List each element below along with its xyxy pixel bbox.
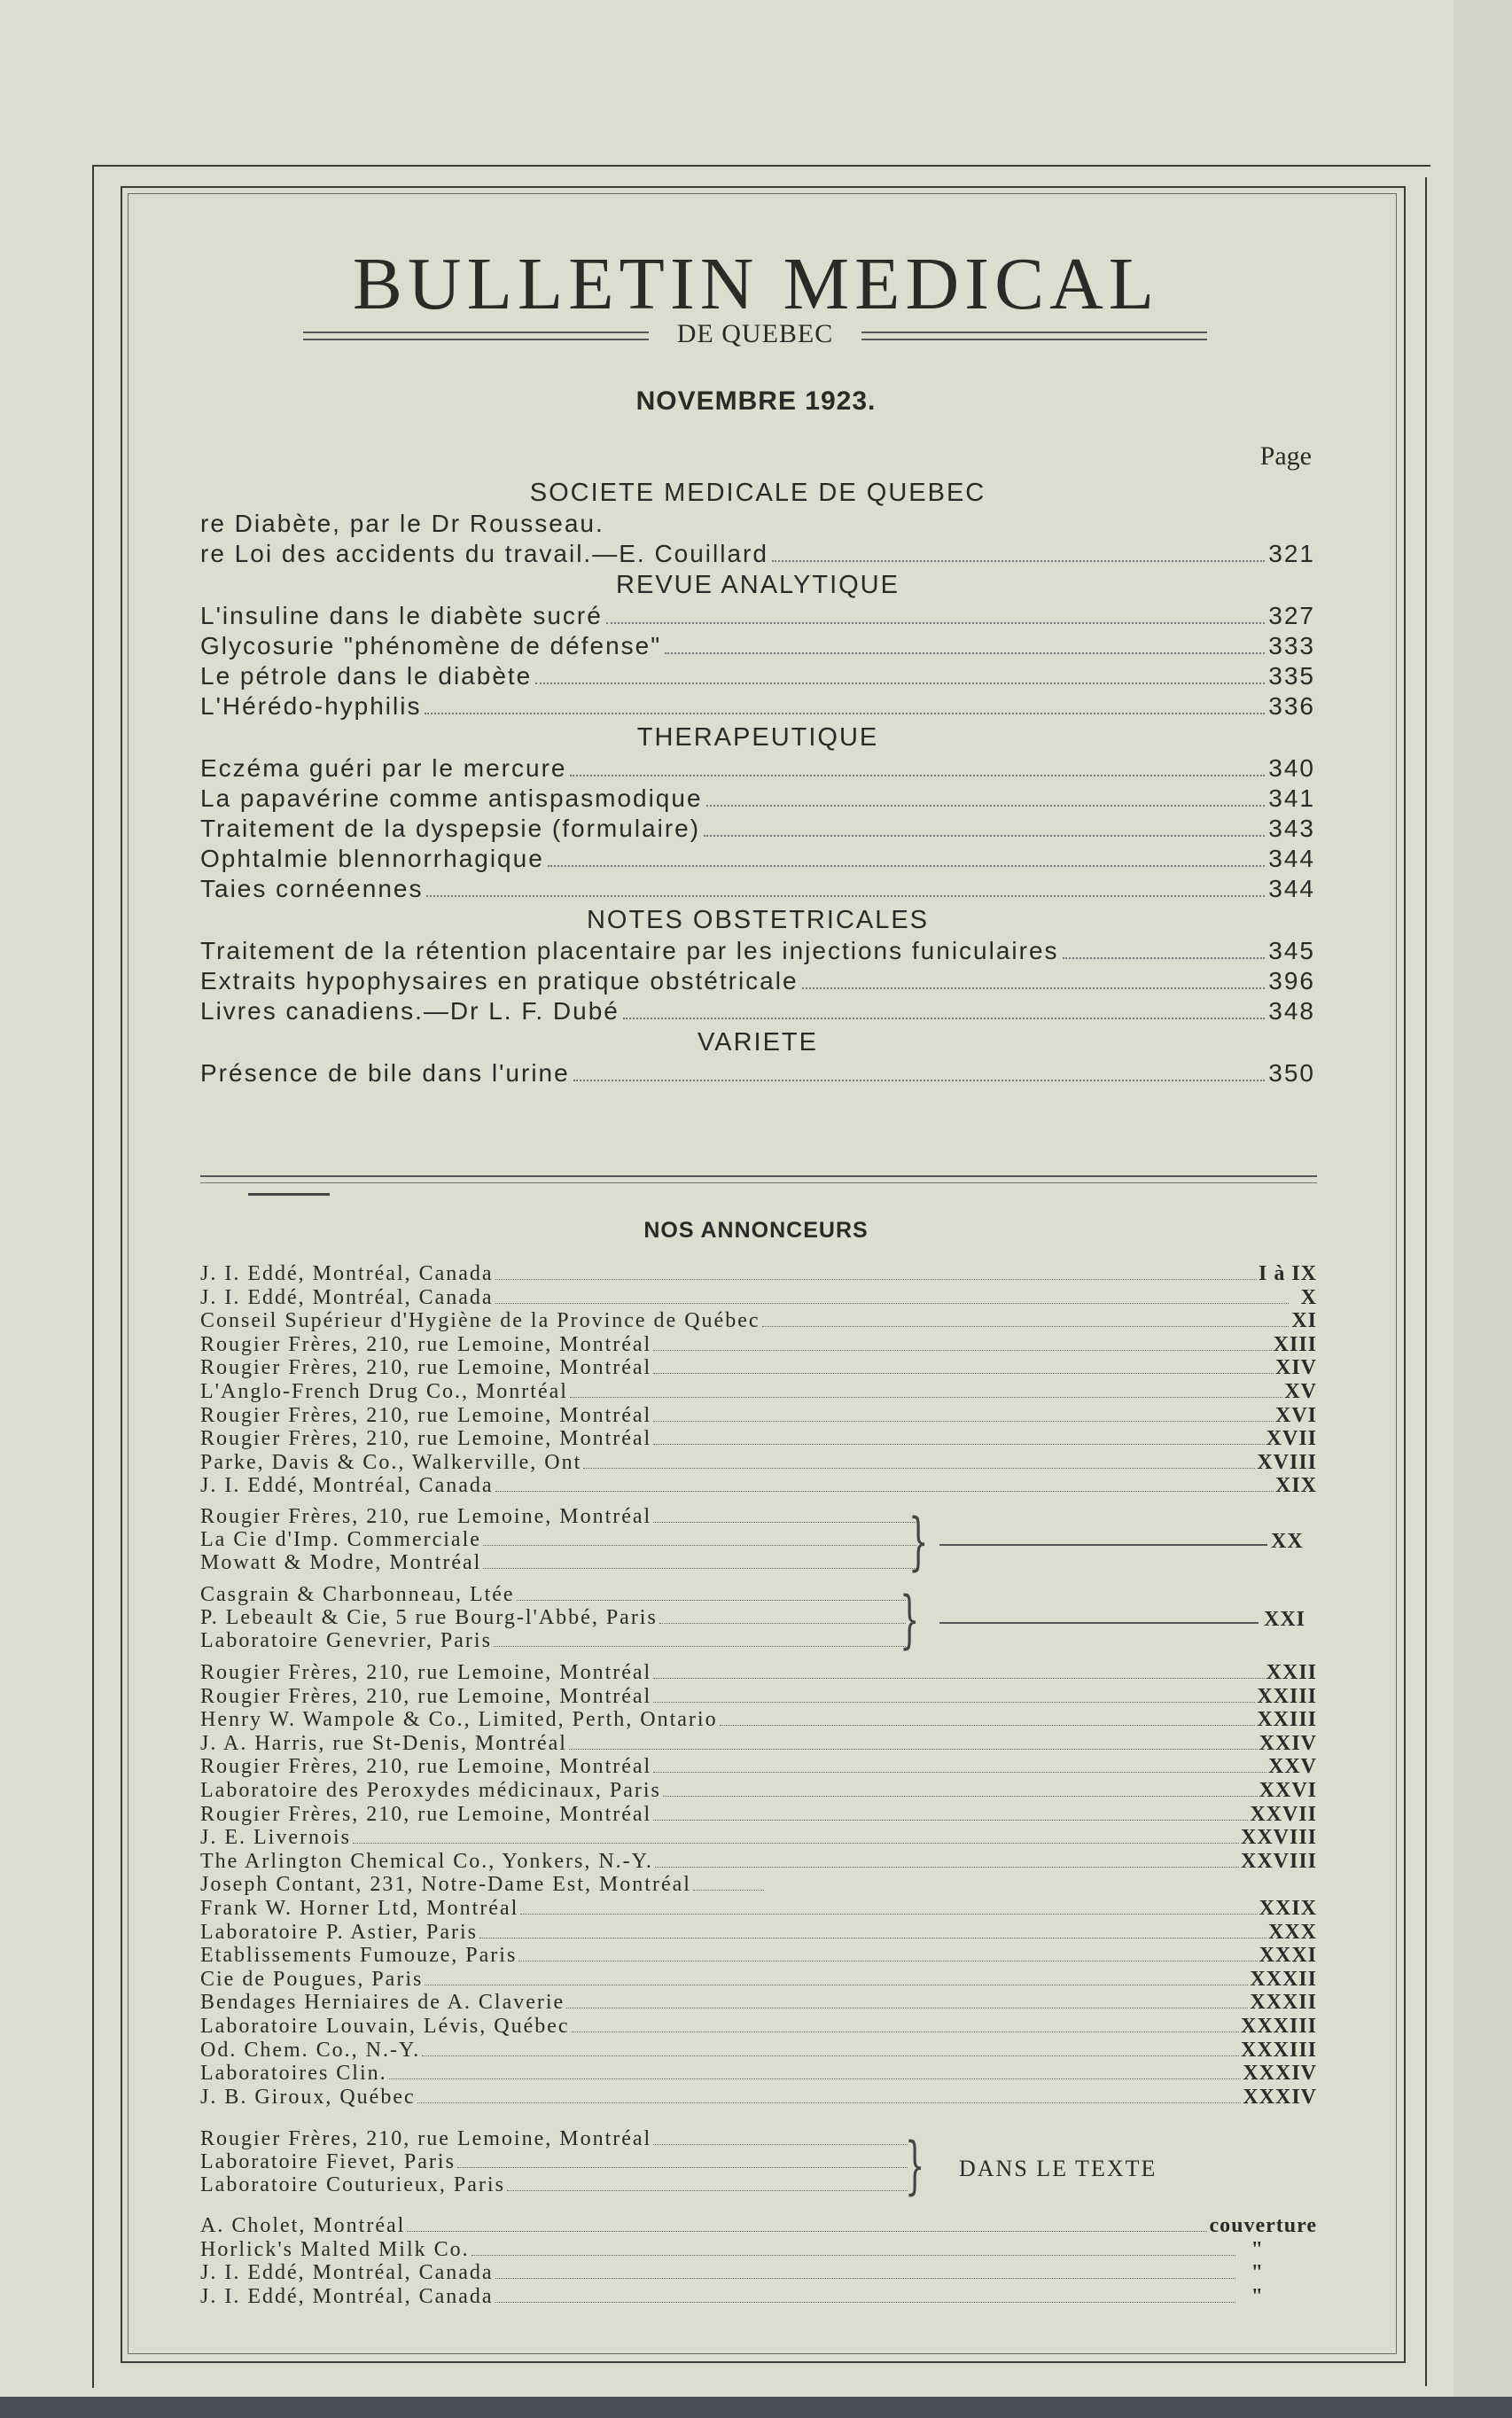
advertiser-name: J. I. Eddé, Montréal, Canada <box>200 1262 494 1285</box>
advertiser-name: Horlick's Malted Milk Co. <box>200 2237 470 2261</box>
leader-dots <box>518 1961 1257 1962</box>
toc-entry-text: L'insuline dans le diabète sucré <box>200 602 603 629</box>
toc-entry-page: 341 <box>1268 784 1315 812</box>
leader-dots <box>573 1080 1266 1081</box>
adjacent-page-edge <box>1454 0 1512 2418</box>
toc-entry <box>200 661 1315 691</box>
group-leader-line <box>939 1622 1259 1624</box>
leader-dots <box>548 865 1266 867</box>
advertiser-name: J. A. Harris, rue St-Denis, Montréal <box>200 1731 567 1755</box>
toc-entry <box>200 753 1315 784</box>
advertiser-group-xx <box>200 1505 918 1574</box>
advertiser-row <box>200 1404 1317 1428</box>
masthead-subtitle: DE QUEBEC <box>676 319 834 348</box>
toc-entry-text: Glycosurie "phénomène de défense" <box>200 632 662 659</box>
advertisers-heading: NOS ANNONCEURS <box>643 1218 869 1243</box>
masthead-title: BULLETIN MEDICAL <box>352 243 1160 325</box>
toc-entry-text: La papavérine comme antispasmodique <box>200 784 703 812</box>
advertiser-name: Frank W. Horner Ltd, Montréal <box>200 1896 519 1920</box>
toc-entry-text: re Loi des accidents du travail.—E. Couillard <box>200 540 768 567</box>
toc-entry <box>200 539 1315 569</box>
leader-dots <box>494 1646 906 1647</box>
leader-dots <box>653 1772 1266 1773</box>
brace: } <box>900 1583 920 1656</box>
advertiser-page: XXXIII <box>1240 2038 1317 2062</box>
advertiser-row <box>200 1356 1317 1380</box>
advertiser-row <box>200 2086 1317 2110</box>
advertiser-page: couverture <box>1209 2214 1317 2237</box>
toc-entry <box>200 996 1315 1026</box>
toc-entry-page: 327 <box>1268 602 1315 629</box>
toc-entry-page: 335 <box>1268 662 1315 690</box>
advertiser-page: XXXII <box>1250 1991 1317 2015</box>
advertiser-row <box>200 1262 1317 1286</box>
leader-dots <box>659 1623 906 1624</box>
advertiser-page: I à IX <box>1258 1262 1317 1285</box>
leader-dots <box>653 1820 1248 1821</box>
advertiser-name: J. I. Eddé, Montréal, Canada <box>200 1285 494 1309</box>
advertiser-row <box>200 2261 1317 2285</box>
toc-entry-page: 344 <box>1268 845 1315 872</box>
advertiser-page: XIV <box>1274 1356 1317 1380</box>
advertiser-name: A. Cholet, Montréal <box>200 2214 406 2237</box>
leader-dots <box>720 1725 1256 1726</box>
leader-dots <box>417 2102 1242 2103</box>
advertiser-page: XXVII <box>1250 1802 1317 1826</box>
advertiser-name: Etablissements Fumouze, Paris <box>200 1944 518 1968</box>
advertiser-row <box>200 1380 1317 1404</box>
advertiser-page: XXVI <box>1259 1778 1317 1802</box>
advertiser-row <box>200 1474 1317 1498</box>
advertiser-row <box>200 1629 908 1652</box>
toc-entry <box>200 784 1315 814</box>
leader-dots <box>653 1702 1255 1703</box>
leader-dots <box>457 2167 908 2168</box>
page-column-label: Page <box>1259 441 1312 471</box>
leader-dots <box>535 682 1265 684</box>
advertiser-row <box>200 1309 1317 1333</box>
advertiser-page: XXIV <box>1259 1731 1317 1755</box>
advertiser-row <box>200 1944 1317 1968</box>
advertiser-row <box>200 2285 1317 2309</box>
advertiser-page: XXVIII <box>1240 1849 1317 1873</box>
toc-entry-text: Présence de bile dans l'urine <box>200 1059 570 1087</box>
toc-entry-page: 336 <box>1268 692 1315 720</box>
advertiser-page: XXII <box>1266 1661 1317 1684</box>
advertiser-page: XX <box>1271 1530 1304 1553</box>
advertiser-page: XXIII <box>1257 1708 1317 1732</box>
leader-dots <box>663 1796 1258 1797</box>
advertiser-row <box>200 1779 1317 1803</box>
advertiser-row <box>200 1427 1317 1451</box>
toc-entry-page: 333 <box>1268 632 1315 659</box>
advertiser-name: P. Lebeault & Cie, 5 rue Bourg-l'Abbé, Paris <box>200 1606 658 1629</box>
advertiser-name: J. I. Eddé, Montréal, Canada <box>200 2261 494 2285</box>
advertiser-page: XXXIV <box>1243 2062 1317 2086</box>
leader-dots <box>653 1373 1274 1374</box>
advertiser-name: Rougier Frères, 210, rue Lemoine, Montréal <box>200 2127 652 2150</box>
advertiser-row <box>200 1551 918 1574</box>
advertiser-row <box>200 1803 1317 1827</box>
leader-dots <box>665 652 1265 654</box>
advertiser-name: J. B. Giroux, Québec <box>200 2085 416 2109</box>
advertiser-name: Rougier Frères, 210, rue Lemoine, Montréal <box>200 1802 652 1826</box>
leader-dots <box>495 2302 1235 2303</box>
advertiser-row <box>200 2238 1317 2262</box>
advertiser-page: XXXIV <box>1243 2085 1317 2109</box>
leader-dots <box>704 835 1265 837</box>
advertiser-name: Rougier Frères, 210, rue Lemoine, Montréal <box>200 1332 652 1356</box>
toc-entry-page: 348 <box>1268 997 1315 1025</box>
leader-dots <box>1063 957 1266 959</box>
toc-entry-text: Livres canadiens.—Dr L. F. Dubé <box>200 997 620 1025</box>
advertiser-name: Rougier Frères, 210, rue Lemoine, Montréal <box>200 1755 652 1779</box>
leader-dots <box>353 1843 1239 1844</box>
toc-entry-page: 345 <box>1268 937 1315 964</box>
advertiser-page: XVI <box>1274 1403 1317 1427</box>
leader-dots <box>517 1600 906 1601</box>
toc-entry <box>200 691 1315 722</box>
toc-entry-text: L'Hérédo-hyphilis <box>200 692 422 720</box>
leader-dots <box>653 1421 1274 1422</box>
advertisers-list-1 <box>200 1262 1317 1498</box>
advertiser-group-xxi <box>200 1583 908 1652</box>
toc-entry-text: Traitement de la rétention placentaire par les injections funiculaires <box>200 937 1059 964</box>
advertiser-row <box>200 1873 1317 1897</box>
toc-entry <box>200 966 1315 996</box>
brace: } <box>905 2129 925 2202</box>
toc-section-title: REVUE ANALYTIQUE <box>616 571 900 599</box>
toc-section-title: VARIETE <box>698 1028 818 1057</box>
group-leader-line <box>939 1544 1267 1546</box>
advertisers-list-3 <box>200 2214 1317 2308</box>
advertiser-page: XXX <box>1268 1920 1317 1944</box>
outer-frame-right <box>1425 177 1427 2386</box>
toc-entry <box>200 1058 1315 1088</box>
leader-dots <box>569 1749 1258 1750</box>
advertiser-page: XXXI <box>1259 1944 1317 1968</box>
toc-entry-text: Taies cornéennes <box>200 875 424 902</box>
advertiser-page: XXXIII <box>1240 2014 1317 2038</box>
toc-entry <box>200 509 1315 539</box>
advertiser-name: Laboratoires Clin. <box>200 2062 387 2086</box>
advertiser-page: " <box>1251 2237 1264 2261</box>
leader-dots <box>653 1678 1264 1679</box>
toc-entry <box>200 936 1315 966</box>
advertiser-name: J. I. Eddé, Montréal, Canada <box>200 1474 494 1498</box>
leader-dots <box>570 775 1265 776</box>
advertiser-name: Laboratoire Couturieux, Paris <box>200 2173 505 2196</box>
leader-dots <box>495 1279 1257 1280</box>
leader-dots <box>483 1545 916 1546</box>
leader-dots <box>507 2190 908 2191</box>
toc-entry-page: 340 <box>1268 754 1315 782</box>
issue-date: NOVEMBRE 1923. <box>635 386 877 416</box>
leader-dots <box>653 1522 916 1523</box>
leader-dots <box>422 2055 1239 2056</box>
advertiser-name: Od. Chem. Co., N.-Y. <box>200 2038 421 2062</box>
toc-entry <box>200 631 1315 661</box>
advertiser-name: J. E. Livernois <box>200 1826 351 1850</box>
advertiser-row <box>200 1661 1317 1685</box>
leader-dots <box>495 2278 1235 2279</box>
advertiser-row <box>200 1528 918 1551</box>
advertiser-page: XV <box>1284 1379 1317 1403</box>
advertiser-row <box>200 1755 1317 1779</box>
toc-entry-text: Ophtalmie blennorrhagique <box>200 845 544 872</box>
advertiser-page: XVII <box>1266 1427 1317 1451</box>
advertiser-row <box>200 2173 909 2196</box>
toc-entry <box>200 874 1315 904</box>
advertiser-name: Rougier Frères, 210, rue Lemoine, Montréal <box>200 1661 652 1684</box>
toc-entry <box>200 844 1315 874</box>
toc-entry <box>200 601 1315 631</box>
leader-dots <box>655 1867 1239 1868</box>
advertiser-page: " <box>1251 2284 1264 2308</box>
toc-entry-page: 396 <box>1268 967 1315 994</box>
advertiser-page: XXIX <box>1259 1896 1317 1920</box>
advertiser-name: Cie de Pougues, Paris <box>200 1967 424 1991</box>
section-divider-thin <box>200 1182 1317 1183</box>
short-rule <box>248 1193 330 1196</box>
advertiser-name: Rougier Frères, 210, rue Lemoine, Montréal <box>200 1427 652 1451</box>
leader-dots <box>495 1303 1289 1304</box>
toc-section-title: NOTES OBSTETRICALES <box>586 906 930 934</box>
advertisers-list-2 <box>200 1661 1317 2109</box>
advertiser-row <box>200 1708 1317 1732</box>
advertiser-name: Rougier Frères, 210, rue Lemoine, Montréal <box>200 1684 652 1708</box>
advertiser-row <box>200 2062 1317 2086</box>
toc-entry-page: 350 <box>1268 1059 1315 1087</box>
advertiser-name: Joseph Contant, 231, Notre-Dame Est, Montréal <box>200 1873 691 1897</box>
advertiser-row <box>200 1921 1317 1945</box>
advertiser-row <box>200 1505 918 1528</box>
advertiser-row <box>200 1850 1317 1874</box>
advertiser-group-texte <box>200 2127 909 2196</box>
leader-dots <box>762 1326 1290 1327</box>
leader-dots <box>520 1914 1257 1915</box>
advertiser-row <box>200 2039 1317 2063</box>
advertiser-row <box>200 1826 1317 1850</box>
toc-entry-page: 343 <box>1268 815 1315 842</box>
double-rule-right <box>861 332 1207 340</box>
advertiser-page: XI <box>1291 1309 1317 1333</box>
leader-dots <box>495 1491 1274 1492</box>
advertiser-row <box>200 1583 908 1606</box>
advertiser-page: XIX <box>1274 1474 1317 1498</box>
toc-entry-text: re Diabète, par le Dr Rousseau. <box>200 510 604 537</box>
advertiser-name: Rougier Frères, 210, rue Lemoine, Montréal <box>200 1505 652 1528</box>
advertiser-page: " <box>1251 2261 1264 2285</box>
leader-dots <box>407 2231 1207 2232</box>
advertiser-row <box>200 1897 1317 1921</box>
toc-entry-page: 344 <box>1268 875 1315 902</box>
advertiser-row <box>200 2127 909 2150</box>
leader-dots <box>706 805 1266 807</box>
advertiser-name: Laboratoire des Peroxydes médicinaux, Paris <box>200 1778 661 1802</box>
brace: } <box>908 1505 929 1578</box>
leader-dots <box>425 713 1265 714</box>
section-divider <box>200 1175 1317 1177</box>
leader-dots <box>472 2255 1235 2256</box>
advertiser-row <box>200 1685 1317 1709</box>
advertiser-name: Conseil Supérieur d'Hygiène de la Province de Québec <box>200 1309 760 1333</box>
toc-entry-text: Extraits hypophysaires en pratique obstétricale <box>200 967 799 994</box>
advertiser-row <box>200 1606 908 1629</box>
toc-section-title: SOCIETE MEDICALE DE QUEBEC <box>529 479 986 507</box>
advertiser-row <box>200 2150 909 2173</box>
advertiser-row <box>200 1333 1317 1357</box>
leader-dots <box>772 560 1265 562</box>
leader-dots <box>483 1568 916 1569</box>
advertiser-name: Laboratoire P. Astier, Paris <box>200 1920 478 1944</box>
leader-dots <box>570 1397 1282 1398</box>
advertiser-page: XXI <box>1264 1608 1306 1631</box>
advertiser-page: XXXII <box>1250 1967 1317 1991</box>
toc-entry <box>200 814 1315 844</box>
leader-dots <box>653 1350 1271 1351</box>
scan-bottom-strip <box>0 2397 1512 2418</box>
advertiser-name: Laboratoire Louvain, Lévis, Québec <box>200 2014 570 2038</box>
advertiser-name: Laboratoire Fievet, Paris <box>200 2150 456 2173</box>
advertiser-page: XIII <box>1273 1332 1317 1356</box>
advertiser-page: XXV <box>1268 1755 1317 1779</box>
leader-dots <box>606 622 1265 624</box>
advertiser-name: Mowatt & Modre, Montréal <box>200 1551 482 1574</box>
advertiser-name: La Cie d'Imp. Commerciale <box>200 1528 481 1551</box>
advertiser-page: XVIII <box>1257 1450 1317 1474</box>
advertiser-row <box>200 1286 1317 1310</box>
advertiser-name: Bendages Herniaires de A. Claverie <box>200 1991 565 2015</box>
toc-entry-page: 321 <box>1268 540 1315 567</box>
toc-section-title: THERAPEUTIQUE <box>636 723 879 752</box>
advertiser-name: Parke, Davis & Co., Walkerville, Ont <box>200 1450 582 1474</box>
toc-entry-text: Le pétrole dans le diabète <box>200 662 533 690</box>
leader-dots <box>426 895 1265 897</box>
masthead-subtitle-row <box>303 319 1207 355</box>
leader-dots <box>802 987 1266 989</box>
advertiser-row <box>200 1732 1317 1756</box>
leader-dots <box>623 1018 1265 1019</box>
advertiser-page: XXIII <box>1257 1684 1317 1708</box>
advertiser-row <box>200 2015 1317 2039</box>
advertiser-page: X <box>1300 1285 1317 1309</box>
advertiser-name: The Arlington Chemical Co., Yonkers, N.-Y. <box>200 1849 653 1873</box>
advertiser-name: J. I. Eddé, Montréal, Canada <box>200 2284 494 2308</box>
advertiser-row <box>200 1968 1317 1992</box>
advertiser-page: XXVIII <box>1240 1826 1317 1850</box>
in-text-label: DANS LE TEXTE <box>959 2156 1157 2181</box>
advertiser-name: Rougier Frères, 210, rue Lemoine, Montréal <box>200 1356 652 1380</box>
advertiser-name: Henry W. Wampole & Co., Limited, Perth, Ontario <box>200 1708 718 1732</box>
toc-entry-text: Eczéma guéri par le mercure <box>200 754 567 782</box>
advertiser-name: Rougier Frères, 210, rue Lemoine, Montréal <box>200 1403 652 1427</box>
advertiser-row <box>200 2214 1317 2238</box>
toc-entry-text: Traitement de la dyspepsie (formulaire) <box>200 815 701 842</box>
advertiser-row <box>200 1451 1317 1475</box>
advertiser-name: Casgrain & Charbonneau, Ltée <box>200 1583 515 1606</box>
leader-dots <box>653 2144 908 2145</box>
leader-dots <box>693 1890 764 1891</box>
advertiser-name: L'Anglo-French Drug Co., Monrtéal <box>200 1379 568 1403</box>
table-of-contents <box>200 477 1315 1088</box>
advertiser-name: Laboratoire Genevrier, Paris <box>200 1629 492 1652</box>
advertiser-row <box>200 1991 1317 2015</box>
leader-dots <box>653 1444 1264 1445</box>
leader-dots <box>583 1468 1255 1469</box>
